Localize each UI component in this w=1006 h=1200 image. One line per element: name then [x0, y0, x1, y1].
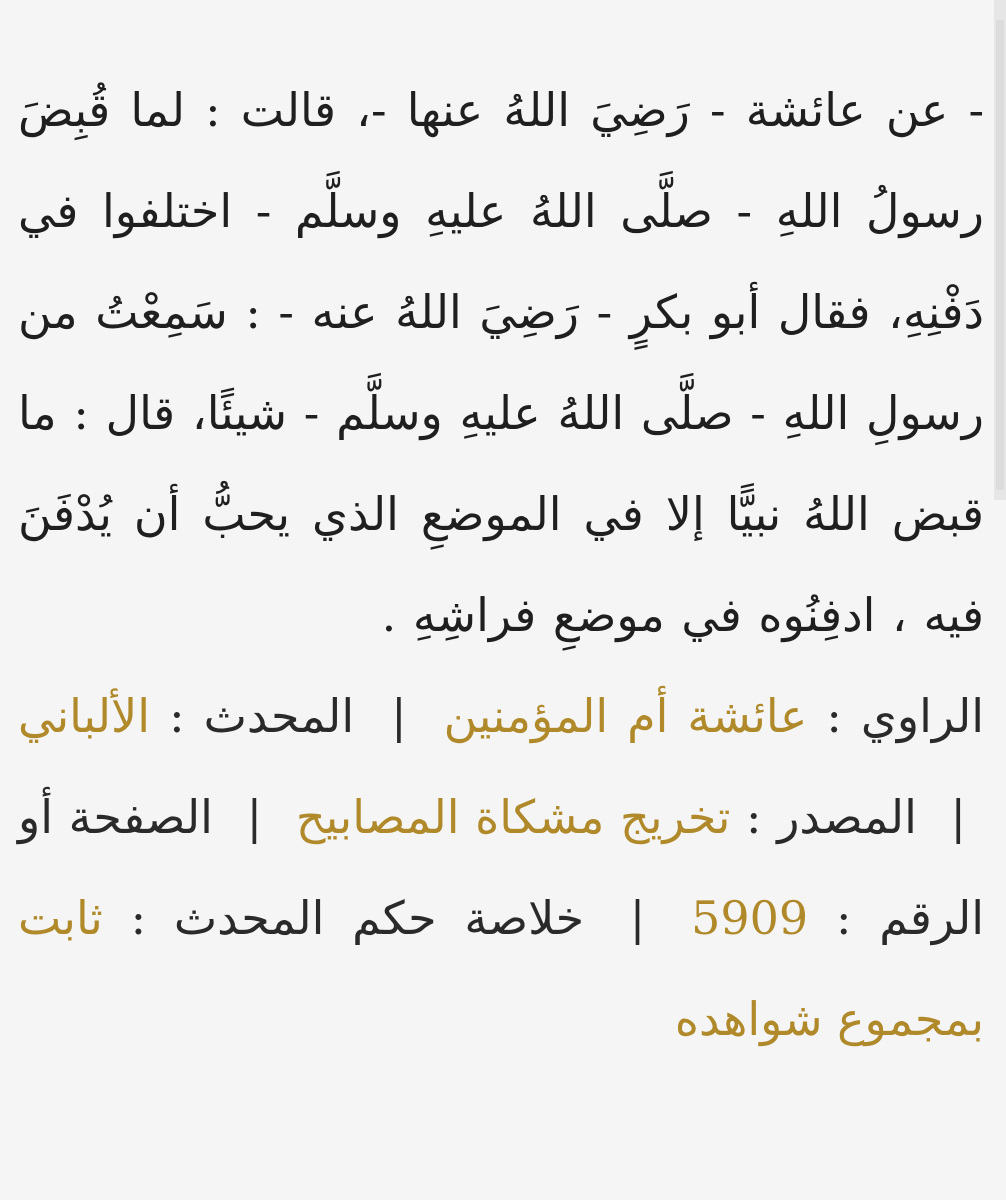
separator: | — [950, 790, 967, 844]
hadith-text: - عن عائشة - رَضِيَ اللهُ عنها -، قالت : لما قُبِضَ رسولُ اللهِ - صلَّى اللهُ عليهِ وسلَّم - اختلفوا في دَفْنِهِ، فقال أبو بكرٍ - رَضِيَ اللهُ عنه - : سَمِعْتُ من رسولِ اللهِ - صلَّى اللهُ عليهِ وسلَّم - شيئًا، قال : ما قبض اللهُ نبيًّا إلا في الموضعِ الذي يحبُّ أن يُدْفَنَ فيه ، ادفِنُوه في موضعِ فراشِهِ . — [18, 83, 984, 642]
source-value[interactable]: تخريج مشكاة المصابيح — [295, 790, 731, 844]
vertical-scrollbar[interactable] — [994, 0, 1006, 500]
page-number-value: 5909 — [691, 891, 809, 945]
muhaddith-label: المحدث : — [169, 689, 355, 743]
muhaddith-value[interactable]: الألباني — [18, 689, 151, 743]
separator: | — [391, 689, 407, 743]
narrator-value[interactable]: عائشة أم المؤمنين — [443, 689, 808, 743]
page-number-label: الصفحة أو الرقم : — [18, 790, 984, 945]
hadith-metadata — [18, 666, 984, 1070]
separator: | — [629, 891, 646, 945]
scrollbar-thumb[interactable] — [996, 20, 1004, 490]
ruling-label: خلاصة حكم المحدث : — [130, 891, 585, 945]
source-label: المصدر : — [746, 790, 917, 844]
ruling-value: ثابت بمجموع شواهده — [18, 891, 984, 1046]
narrator-label: الراوي : — [826, 689, 985, 743]
separator: | — [246, 790, 263, 844]
